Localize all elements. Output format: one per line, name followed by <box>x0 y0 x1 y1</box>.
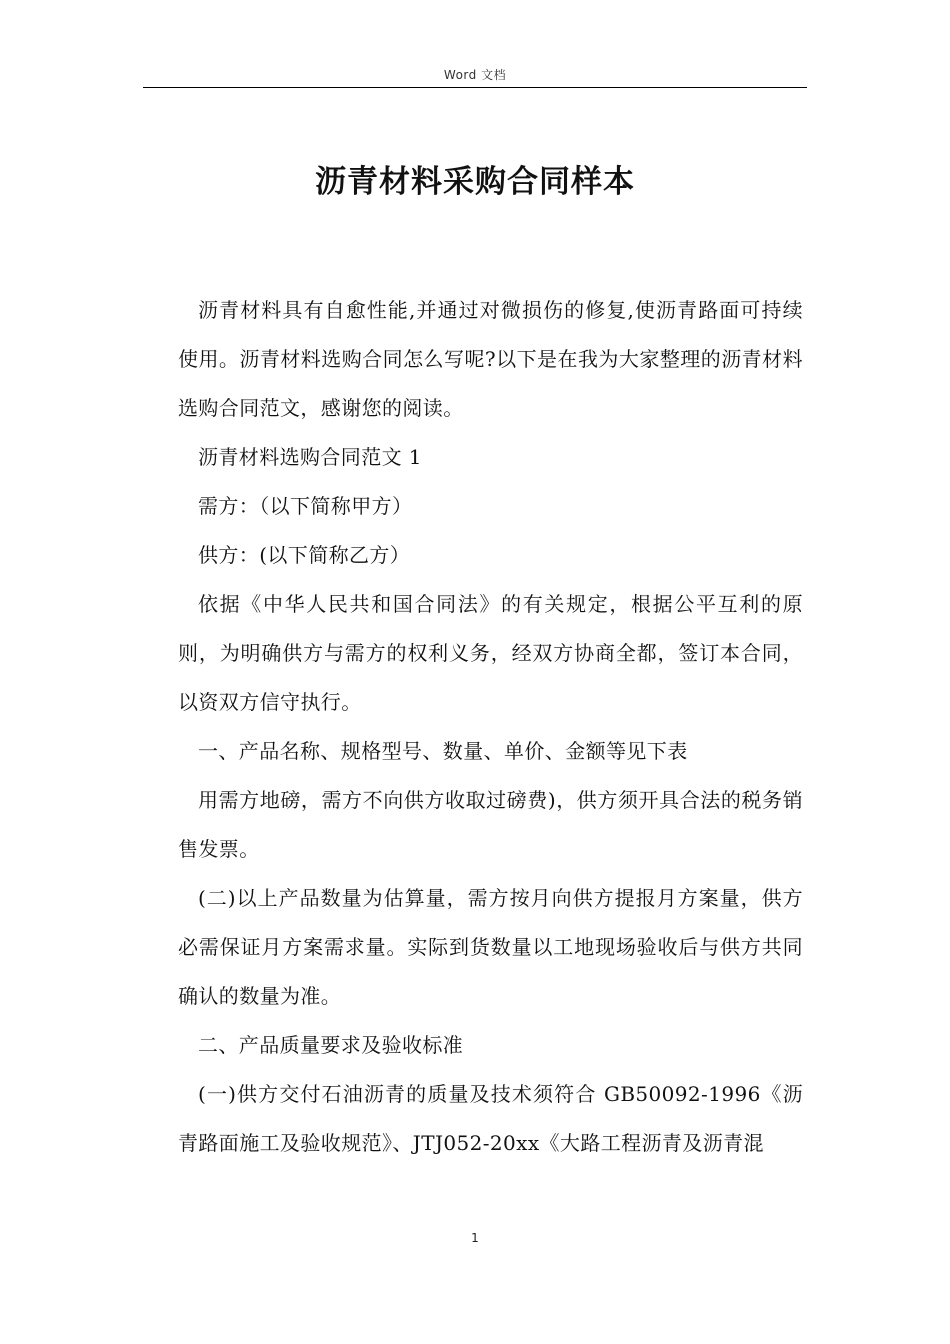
header-divider <box>143 87 807 88</box>
paragraph-section-one: 一、产品名称、规格型号、数量、单价、金额等见下表 <box>198 739 688 763</box>
paragraph-buyer: 需方：（以下简称甲方） <box>198 494 413 518</box>
paragraph-supplier: 供方：(以下简称乙方） <box>198 543 411 567</box>
paragraph-quality-standard: (一)供方交付石油沥青的质量及技术须符合 GB50092-1996《沥青路面施工及验收规范》、JTJ052-20xx《大路工程沥青及沥青混 <box>178 1082 803 1155</box>
paragraph-contract-heading: 沥青材料选购合同范文 1 <box>198 445 422 469</box>
document-body <box>178 286 803 1168</box>
page-number: 1 <box>471 1231 479 1245</box>
document-title: 沥青材料采购合同样本 <box>315 164 635 200</box>
paragraph-intro: 沥青材料具有自愈性能,并通过对微损伤的修复,使沥青路面可持续使用。沥青材料选购合同怎么写呢?以下是在我为大家整理的沥青材料选购合同范文，感谢您的阅读。 <box>178 298 803 420</box>
paragraph-quantity: (二)以上产品数量为估算量，需方按月向供方提报月方案量，供方必需保证月方案需求量。实际到货数量以工地现场验收后与供方共同确认的数量为准。 <box>178 886 803 1008</box>
header-label: Word 文档 <box>443 68 507 82</box>
paragraph-weighing: 用需方地磅，需方不向供方收取过磅费)，供方须开具合法的税务销售发票。 <box>178 788 803 861</box>
paragraph-legal-basis: 依据《中华人民共和国合同法》的有关规定，根据公平互利的原则，为明确供方与需方的权利义务，经双方协商全都，签订本合同，以资双方信守执行。 <box>178 592 803 714</box>
paragraph-section-two: 二、产品质量要求及验收标准 <box>198 1033 464 1057</box>
